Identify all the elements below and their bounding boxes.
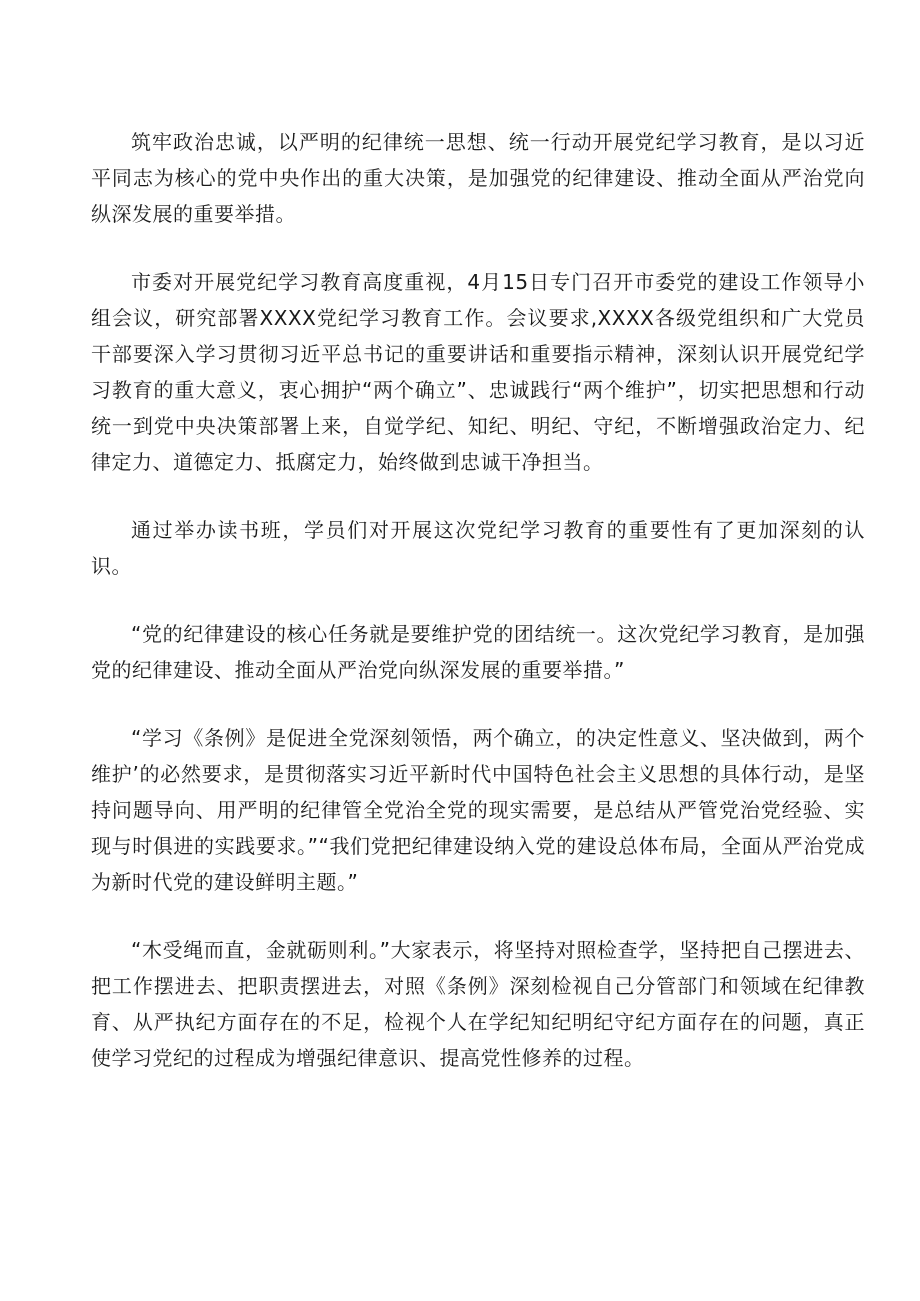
paragraph-6: “木受绳而直，金就砺则利。”大家表示，将坚持对照检查学，坚持把自己摆进去、把工作摆进去、把职责摆进去，对照《条例》深刻检视自己分管部门和领域在纪律教育、从严执纪方面存在的不足，检视个人在学纪知纪明纪守纪方面存在的问题，真正使学习党纪的过程成为增强纪律意识、提高党性修养的过程。 <box>91 938 865 1070</box>
paragraph-5: “学习《条例》是促进全党深刻领悟，两个确立，的决定性意义、坚决做到，两个维护’的必然要求，是贯彻落实习近平新时代中国特色社会主义思想的具体行动，是坚持问题导向、用严明的纪律管全党治全党的现实需要，是总结从严管党治党经验、实现与时俱进的实践要求。”“我们党把纪律建设纳入党的建设总体布局，全面从严治党成为新时代党的建设鲜明主题。” <box>91 726 865 894</box>
paragraph-1: 筑牢政治忠诚，以严明的纪律统一思想、统一行动开展党纪学习教育，是以习近平同志为核心的党中央作出的重大决策，是加强党的纪律建设、推动全面从严治党向纵深发展的重要举措。 <box>91 130 865 226</box>
paragraph-3: 通过举办读书班，学员们对开展这次党纪学习教育的重要性有了更加深刻的认识。 <box>91 518 865 578</box>
paragraph-2: 市委对开展党纪学习教育高度重视，4月15日专门召开市委党的建设工作领导小组会议，研究部署XXXX党纪学习教育工作。会议要求,XXXX各级党组织和广大党员干部要深入学习贯彻习近平总书记的重要讲话和重要指示精神，深刻认识开展党纪学习教育的重大意义，衷心拥护“两个确立”、忠诚践行“两个维护”，切实把思想和行动统一到党中央决策部署上来，自觉学纪、知纪、明纪、守纪，不断增强政治定力、纪律定力、道德定力、抵腐定力，始终做到忠诚干净担当。 <box>91 270 865 474</box>
document-body <box>91 124 865 1076</box>
paragraph-4: “党的纪律建设的核心任务就是要维护党的团结统一。这次党纪学习教育，是加强党的纪律建设、推动全面从严治党向纵深发展的重要举措。” <box>91 622 865 682</box>
